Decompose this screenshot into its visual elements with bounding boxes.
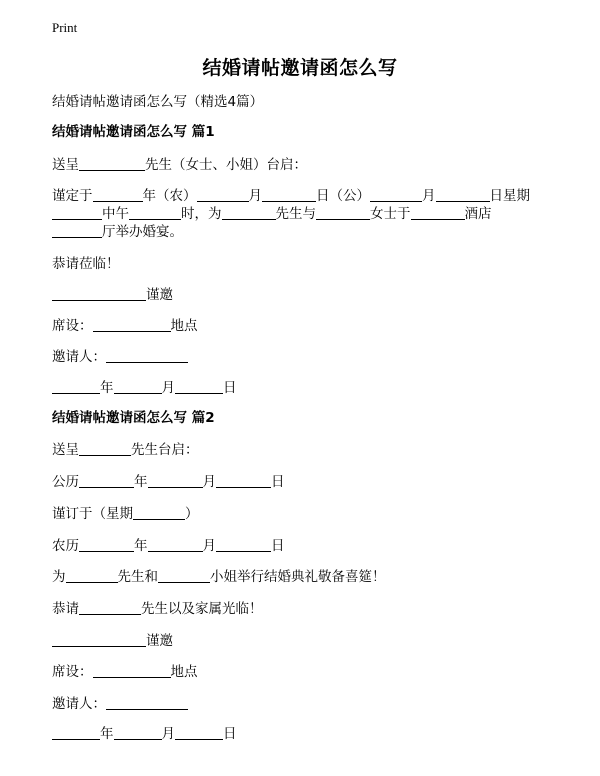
blank-field bbox=[79, 156, 145, 171]
blank-field bbox=[175, 379, 223, 394]
s1-addressee-line bbox=[52, 155, 307, 175]
s2-l10-b: 月 bbox=[161, 726, 175, 742]
document-title: 结婚请帖邀请函怎么写 bbox=[202, 57, 398, 79]
s2-l2-b: 年 bbox=[134, 474, 148, 490]
blank-field bbox=[216, 537, 271, 552]
s1-sign-line bbox=[52, 285, 173, 305]
blank-field bbox=[52, 205, 102, 220]
s2-l8-a: 席设： bbox=[52, 664, 93, 680]
s2-l4-c: 月 bbox=[202, 538, 216, 554]
s1-l9-c: 日 bbox=[223, 380, 237, 396]
s2-l7: 谨邀 bbox=[146, 633, 173, 649]
s2-l6-a: 恭请 bbox=[52, 601, 79, 617]
blank-field bbox=[106, 348, 188, 363]
s1-l6: 谨邀 bbox=[146, 287, 173, 303]
blank-field bbox=[148, 473, 203, 488]
blank-field bbox=[79, 441, 131, 456]
s1-l3-c: 先生与 bbox=[275, 206, 316, 222]
s1-l2-f: 日星期 bbox=[489, 188, 530, 204]
s2-l5-b: 先生和 bbox=[117, 569, 158, 585]
s2-l2-c: 月 bbox=[202, 474, 216, 490]
s1-l2-c: 月 bbox=[248, 188, 262, 204]
s1-l7-b: 地点 bbox=[170, 318, 198, 334]
s2-couple-line bbox=[52, 567, 386, 587]
s2-lunar-date-line bbox=[52, 536, 285, 556]
blank-field bbox=[79, 537, 134, 552]
s2-l1-a: 送呈 bbox=[52, 442, 79, 458]
s1-l8: 邀请人： bbox=[52, 349, 106, 365]
s1-l1-b: 先生（女士、小姐）台启： bbox=[145, 157, 307, 173]
s1-l7-a: 席设： bbox=[52, 318, 93, 334]
s2-l4-d: 日 bbox=[271, 538, 285, 554]
blank-field bbox=[197, 187, 249, 202]
s2-l8-b: 地点 bbox=[170, 664, 198, 680]
s2-l2-a: 公历 bbox=[52, 474, 79, 490]
s1-invite-line: 恭请莅临！ bbox=[52, 256, 120, 272]
s1-time-line bbox=[52, 204, 492, 224]
blank-field bbox=[158, 568, 210, 583]
s2-l3-a: 谨订于（星期 bbox=[52, 506, 133, 522]
blank-field bbox=[93, 317, 171, 332]
blank-field bbox=[79, 473, 134, 488]
blank-field bbox=[52, 379, 100, 394]
s2-l3-b: ） bbox=[185, 506, 199, 522]
section2-heading: 结婚请帖邀请函怎么写 篇2 bbox=[52, 410, 215, 426]
blank-field bbox=[93, 187, 143, 202]
s2-venue-line bbox=[52, 662, 198, 682]
s1-l3-e: 酒店 bbox=[464, 206, 492, 222]
blank-field bbox=[175, 725, 223, 740]
blank-field bbox=[148, 537, 203, 552]
s1-inviter-line bbox=[52, 347, 188, 367]
s2-l2-d: 日 bbox=[271, 474, 285, 490]
s2-l5-c: 小姐举行结婚典礼敬备喜筵！ bbox=[210, 569, 386, 585]
s2-addressee-line bbox=[52, 440, 199, 460]
s2-l4-b: 年 bbox=[134, 538, 148, 554]
blank-field bbox=[93, 663, 171, 678]
s2-signdate-line bbox=[52, 724, 237, 744]
s1-venue-line bbox=[52, 316, 198, 336]
blank-field bbox=[52, 223, 102, 238]
s2-l6-b: 先生以及家属光临！ bbox=[141, 601, 263, 617]
s1-l2-b: 年（农） bbox=[142, 188, 197, 204]
blank-field bbox=[106, 695, 188, 710]
blank-field bbox=[129, 205, 181, 220]
s1-l9-b: 月 bbox=[161, 380, 175, 396]
print-link[interactable]: Print bbox=[52, 20, 78, 35]
blank-field bbox=[114, 379, 162, 394]
blank-field bbox=[52, 632, 146, 647]
s2-l9: 邀请人： bbox=[52, 696, 106, 712]
s1-l3-a: 中午 bbox=[102, 206, 129, 222]
s2-weekday-line bbox=[52, 504, 199, 524]
s2-l1-b: 先生台启： bbox=[131, 442, 199, 458]
blank-field bbox=[262, 187, 316, 202]
s2-l5-a: 为 bbox=[52, 569, 66, 585]
s1-hall-line bbox=[52, 222, 183, 242]
s1-l4-a: 厅举办婚宴。 bbox=[102, 224, 183, 240]
blank-field bbox=[66, 568, 118, 583]
s2-l10-a: 年 bbox=[100, 726, 114, 742]
s1-l2-d: 日（公） bbox=[316, 188, 370, 204]
s1-l2-a: 谨定于 bbox=[52, 188, 93, 204]
blank-field bbox=[222, 205, 276, 220]
s2-solar-date-line bbox=[52, 472, 285, 492]
s1-l1-a: 送呈 bbox=[52, 157, 79, 173]
s2-sign-line bbox=[52, 631, 173, 651]
s1-l9-a: 年 bbox=[100, 380, 114, 396]
blank-field bbox=[216, 473, 271, 488]
blank-field bbox=[52, 286, 146, 301]
s2-invite-line bbox=[52, 599, 263, 619]
blank-field bbox=[411, 205, 465, 220]
s2-l4-a: 农历 bbox=[52, 538, 79, 554]
document-subtitle: 结婚请帖邀请函怎么写（精选4篇） bbox=[52, 94, 264, 110]
blank-field bbox=[133, 505, 185, 520]
s1-date-line bbox=[52, 186, 530, 206]
s2-inviter-line bbox=[52, 694, 188, 714]
s1-l3-d: 女士于 bbox=[370, 206, 411, 222]
blank-field bbox=[114, 725, 162, 740]
blank-field bbox=[316, 205, 370, 220]
section1-heading: 结婚请帖邀请函怎么写 篇1 bbox=[52, 124, 215, 140]
s1-signdate-line bbox=[52, 378, 237, 398]
blank-field bbox=[52, 725, 100, 740]
blank-field bbox=[436, 187, 490, 202]
s1-l2-e: 月 bbox=[422, 188, 436, 204]
s2-l10-c: 日 bbox=[223, 726, 237, 742]
blank-field bbox=[370, 187, 422, 202]
s1-l3-b: 时，为 bbox=[181, 206, 222, 222]
blank-field bbox=[79, 600, 141, 615]
